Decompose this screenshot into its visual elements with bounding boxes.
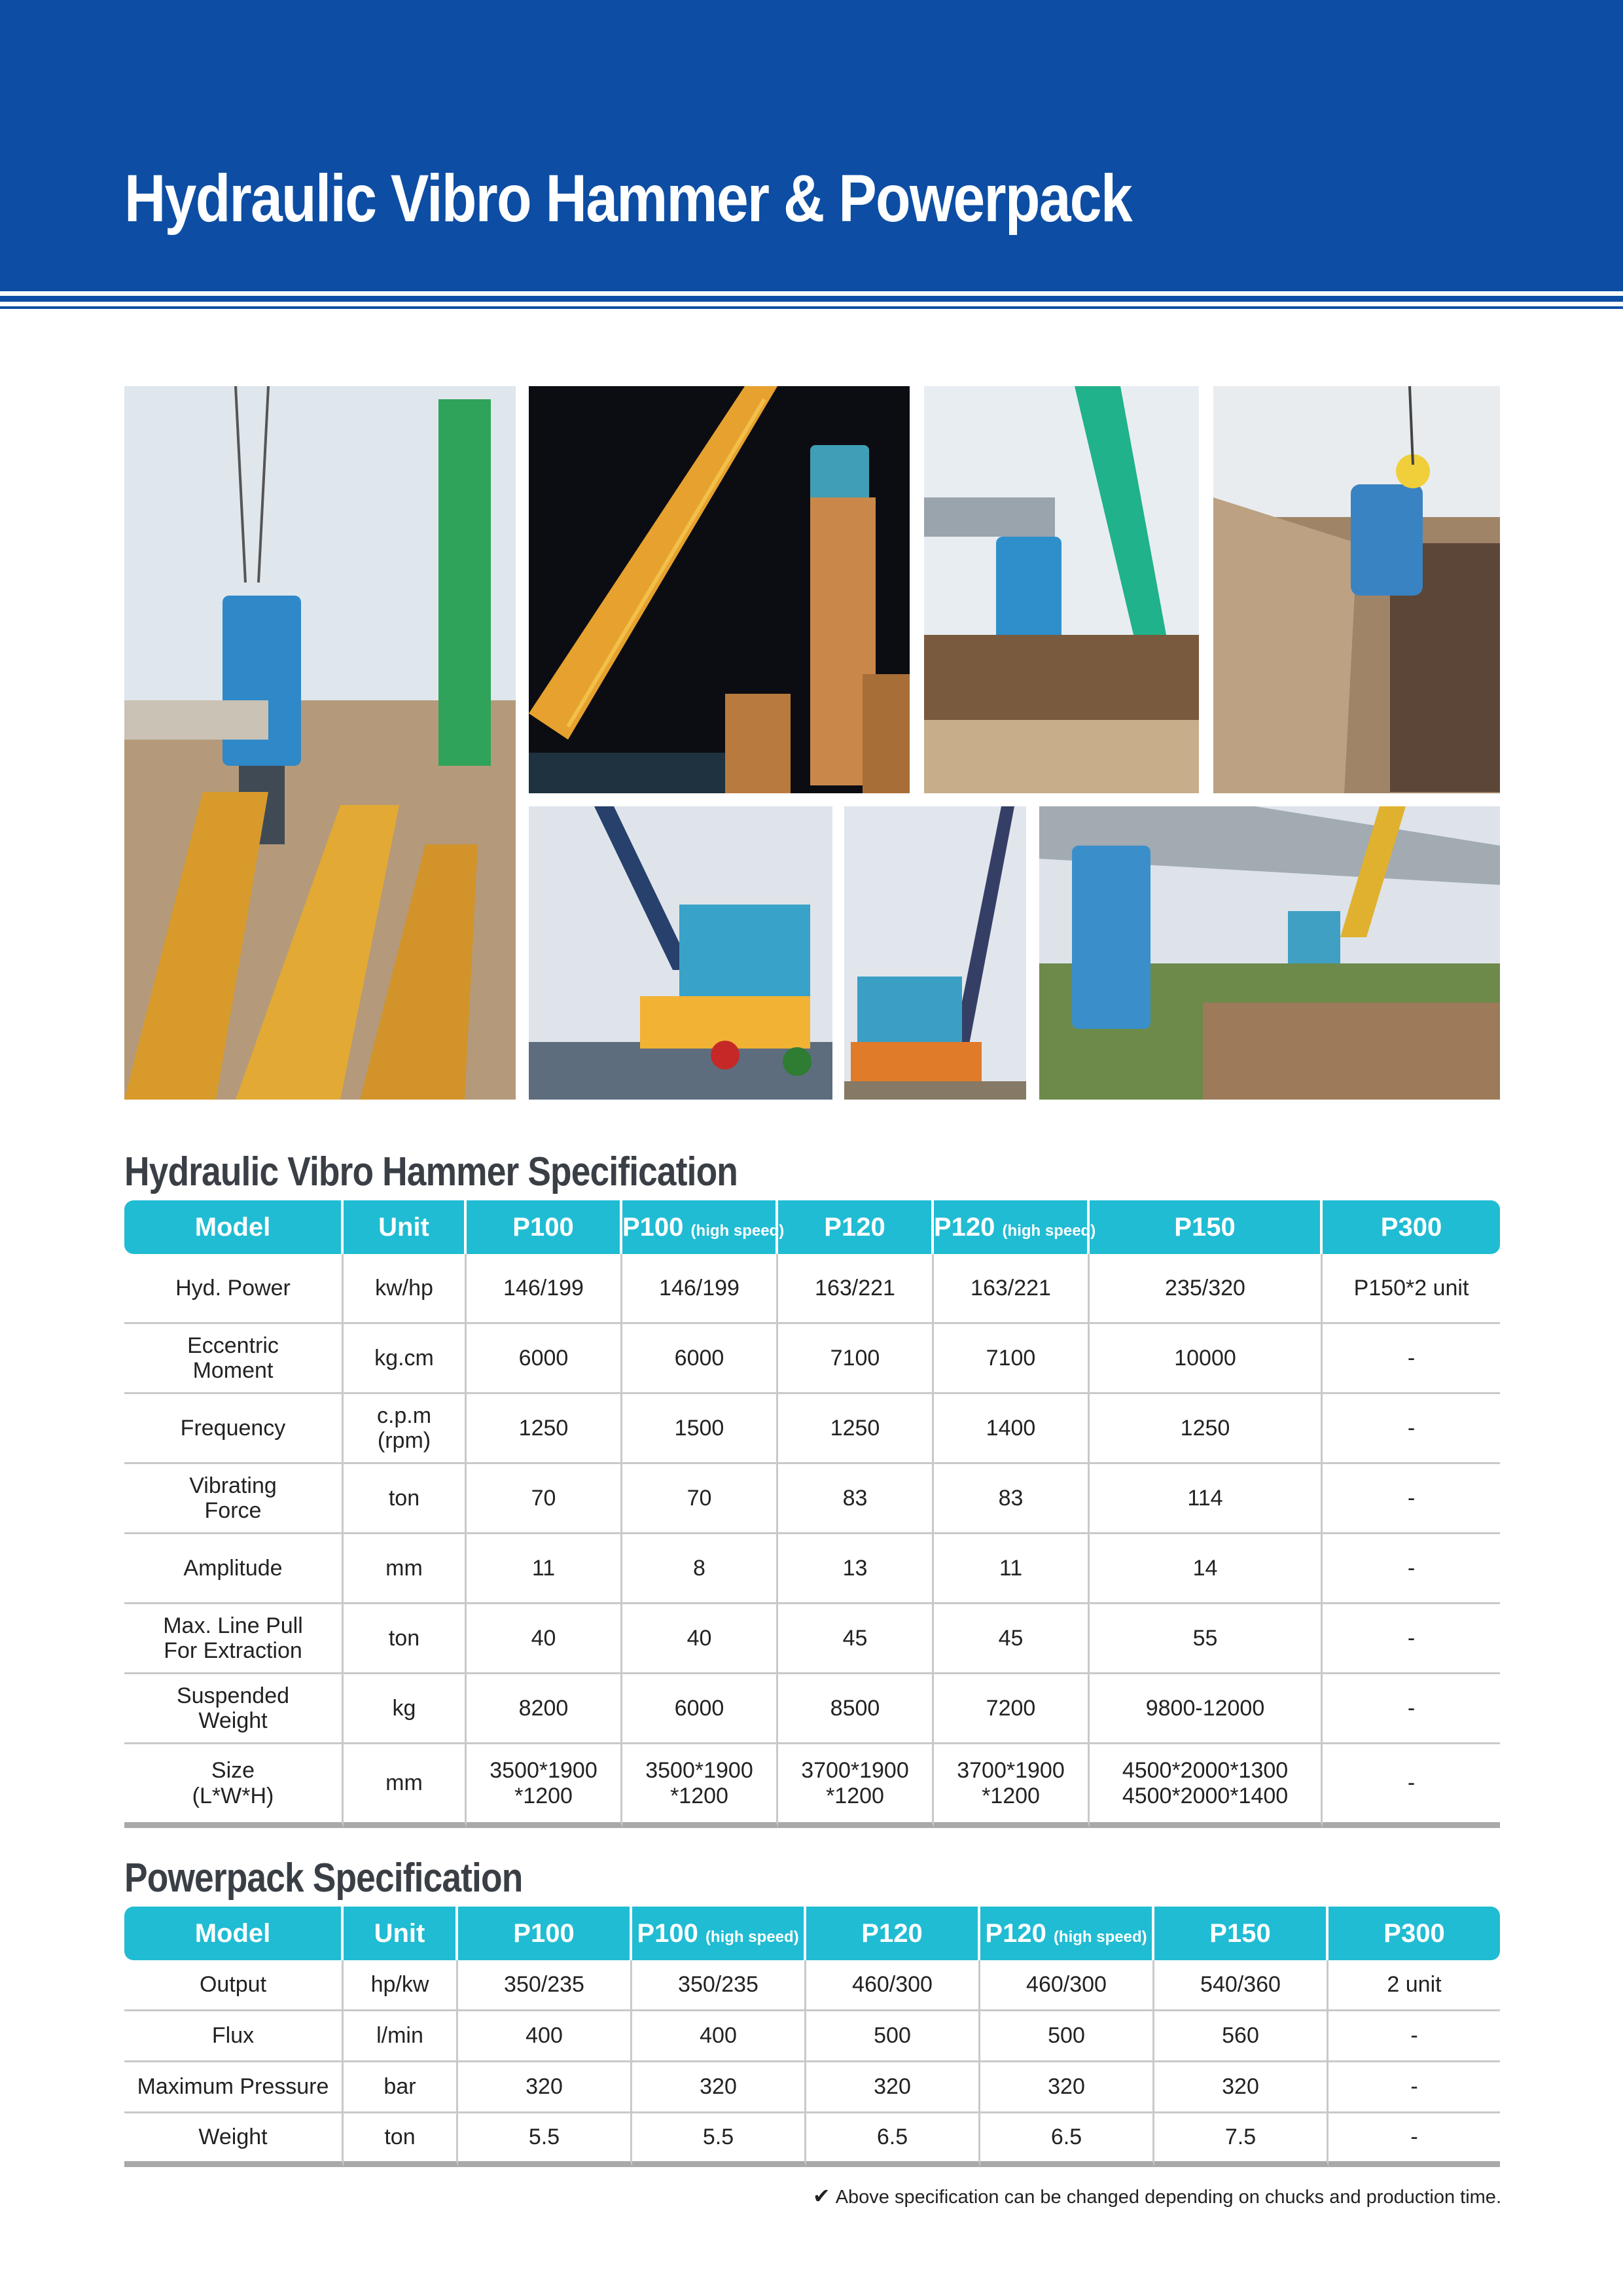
table-cell: - [1329, 2062, 1500, 2113]
model-name: P300 [1383, 1918, 1445, 1948]
row-label: Maximum Pressure [124, 2062, 344, 2113]
model-name: P100 [637, 1918, 698, 1948]
row-label: Vibrating Force [124, 1464, 344, 1534]
table-cell: - [1323, 1604, 1500, 1674]
table-cell: 6000 [622, 1674, 778, 1744]
table-cell: 163/221 [778, 1254, 934, 1324]
header-divider-thin [0, 306, 1623, 309]
photo-bridge-site-hammer [1039, 806, 1500, 1100]
table-cell: 13 [778, 1534, 934, 1604]
table-cell: 1250 [778, 1394, 934, 1464]
row-label: Eccentric Moment [124, 1324, 344, 1394]
row-unit: kw/hp [344, 1254, 467, 1324]
unit-header: Unit [344, 1907, 458, 1960]
powerpack-header-row [124, 1907, 1500, 1960]
model-column-header [934, 1200, 1096, 1254]
hammer-header-row [124, 1200, 1500, 1254]
model-column-header [458, 1907, 632, 1960]
table-cell: 560 [1154, 2011, 1329, 2062]
hammer-spec-table [124, 1200, 1500, 1828]
table-cell: 320 [806, 2062, 980, 2113]
model-column-header [1090, 1200, 1323, 1254]
table-cell: 146/199 [467, 1254, 622, 1324]
table-cell: 500 [980, 2011, 1154, 2062]
table-row [124, 1534, 1500, 1604]
table-cell: - [1323, 1744, 1500, 1828]
table-cell: - [1323, 1324, 1500, 1394]
table-cell: 3500*1900 *1200 [622, 1744, 778, 1828]
model-name: P100 [513, 1918, 575, 1948]
table-cell: 1400 [934, 1394, 1090, 1464]
table-cell: 460/300 [980, 1960, 1154, 2011]
row-unit: ton [344, 1604, 467, 1674]
table-cell: 5.5 [458, 2113, 632, 2167]
model-name: P100 [512, 1212, 574, 1242]
row-label: Hyd. Power [124, 1254, 344, 1324]
model-header: Model [124, 1907, 344, 1960]
table-cell: 4500*2000*1300 4500*2000*1400 [1090, 1744, 1323, 1828]
row-label: Output [124, 1960, 344, 2011]
table-cell: 83 [934, 1464, 1090, 1534]
table-cell: 6000 [622, 1324, 778, 1394]
row-label: Frequency [124, 1394, 344, 1464]
table-cell: - [1323, 1464, 1500, 1534]
table-cell: 7.5 [1154, 2113, 1329, 2167]
row-unit: hp/kw [344, 1960, 458, 2011]
table-row [124, 2062, 1500, 2113]
row-unit: mm [344, 1534, 467, 1604]
row-unit: kg.cm [344, 1324, 467, 1394]
table-cell: - [1329, 2113, 1500, 2167]
model-column-header [1154, 1907, 1329, 1960]
row-label: Amplitude [124, 1534, 344, 1604]
table-cell: 163/221 [934, 1254, 1090, 1324]
table-cell: 8500 [778, 1674, 934, 1744]
row-unit: ton [344, 1464, 467, 1534]
table-cell: 7200 [934, 1674, 1090, 1744]
table-row [124, 1604, 1500, 1674]
row-label: Flux [124, 2011, 344, 2062]
high-speed-label: (high speed) [1053, 1928, 1147, 1946]
row-unit: mm [344, 1744, 467, 1828]
photo-crawler-crane-powerpack [529, 806, 832, 1100]
hammer-spec-title: Hydraulic Vibro Hammer Specification [124, 1149, 738, 1194]
table-cell: 3700*1900 *1200 [934, 1744, 1090, 1828]
unit-header: Unit [344, 1200, 467, 1254]
model-name: P120 [861, 1918, 923, 1948]
check-icon: ✔ [812, 2184, 830, 2208]
table-cell: 70 [467, 1464, 622, 1534]
note-text: Above specification can be changed depending on chucks and production time. [835, 2187, 1501, 2208]
table-cell: 6000 [467, 1324, 622, 1394]
table-cell: 14 [1090, 1534, 1323, 1604]
table-cell: - [1323, 1674, 1500, 1744]
table-cell: 11 [467, 1534, 622, 1604]
row-unit: l/min [344, 2011, 458, 2062]
table-cell: 350/235 [458, 1960, 632, 2011]
table-row [124, 1464, 1500, 1534]
photo-bridge-pile [924, 386, 1199, 793]
table-row [124, 1254, 1500, 1324]
high-speed-label: (high speed) [1002, 1221, 1096, 1240]
table-cell: 11 [934, 1534, 1090, 1604]
model-column-header [467, 1200, 622, 1254]
row-unit: bar [344, 2062, 458, 2113]
table-cell: 1250 [467, 1394, 622, 1464]
table-cell: 6.5 [806, 2113, 980, 2167]
table-cell: 320 [632, 2062, 806, 2113]
photo-night-crane [529, 386, 910, 793]
table-row [124, 1744, 1500, 1828]
table-cell: 500 [806, 2011, 980, 2062]
model-name: P300 [1380, 1212, 1442, 1242]
table-cell: 83 [778, 1464, 934, 1534]
model-column-header [1323, 1200, 1500, 1254]
table-cell: 55 [1090, 1604, 1323, 1674]
model-name: P120 [934, 1212, 995, 1242]
model-name: P150 [1174, 1212, 1236, 1242]
header-divider [0, 296, 1623, 302]
high-speed-label: (high speed) [690, 1221, 785, 1240]
photo-crawler-crane-tall [844, 806, 1026, 1100]
table-cell: 320 [458, 2062, 632, 2113]
row-unit: c.p.m (rpm) [344, 1394, 467, 1464]
table-cell: 6.5 [980, 2113, 1154, 2167]
table-cell: 460/300 [806, 1960, 980, 2011]
table-cell: 114 [1090, 1464, 1323, 1534]
page-title: Hydraulic Vibro Hammer & Powerpack [124, 161, 1132, 236]
row-label: Weight [124, 2113, 344, 2167]
table-cell: 8 [622, 1534, 778, 1604]
model-column-header [632, 1907, 806, 1960]
model-name: P120 [824, 1212, 885, 1242]
table-cell: 540/360 [1154, 1960, 1329, 2011]
table-cell: 10000 [1090, 1324, 1323, 1394]
table-cell: - [1329, 2011, 1500, 2062]
row-unit: kg [344, 1674, 467, 1744]
table-row [124, 2011, 1500, 2062]
table-cell: 70 [622, 1464, 778, 1534]
model-name: P100 [622, 1212, 684, 1242]
table-cell: P150*2 unit [1323, 1254, 1500, 1324]
table-cell: 235/320 [1090, 1254, 1323, 1324]
table-cell: 7100 [778, 1324, 934, 1394]
footer-note [813, 2183, 1501, 2208]
table-cell: 5.5 [632, 2113, 806, 2167]
table-cell: 320 [1154, 2062, 1329, 2113]
model-name: P120 [985, 1918, 1046, 1948]
table-cell: 1500 [622, 1394, 778, 1464]
table-cell: 45 [934, 1604, 1090, 1674]
table-cell: 40 [467, 1604, 622, 1674]
table-cell: 146/199 [622, 1254, 778, 1324]
powerpack-spec-title: Powerpack Specification [124, 1856, 523, 1901]
powerpack-spec-table [124, 1907, 1500, 2167]
model-column-header [1329, 1907, 1500, 1960]
table-row [124, 1324, 1500, 1394]
table-cell: 400 [458, 2011, 632, 2062]
table-cell: 3700*1900 *1200 [778, 1744, 934, 1828]
row-label: Suspended Weight [124, 1674, 344, 1744]
table-cell: 400 [632, 2011, 806, 2062]
table-cell: 8200 [467, 1674, 622, 1744]
row-label: Size (L*W*H) [124, 1744, 344, 1828]
photo-trench-sheet-pile [1213, 386, 1500, 793]
table-cell: 1250 [1090, 1394, 1323, 1464]
table-cell: 7100 [934, 1324, 1090, 1394]
table-cell: - [1323, 1534, 1500, 1604]
model-header: Model [124, 1200, 344, 1254]
high-speed-label: (high speed) [705, 1928, 799, 1946]
row-label: Max. Line Pull For Extraction [124, 1604, 344, 1674]
model-name: P150 [1209, 1918, 1271, 1948]
model-column-header [806, 1907, 980, 1960]
model-column-header [778, 1200, 934, 1254]
row-unit: ton [344, 2113, 458, 2167]
table-cell: 40 [622, 1604, 778, 1674]
table-cell: 3500*1900 *1200 [467, 1744, 622, 1828]
header-banner [0, 0, 1623, 291]
table-cell: 9800-12000 [1090, 1674, 1323, 1744]
model-column-header [980, 1907, 1154, 1960]
photo-sheet-pile-site [124, 386, 516, 1100]
model-column-header [622, 1200, 785, 1254]
table-cell: - [1323, 1394, 1500, 1464]
table-cell: 2 unit [1329, 1960, 1500, 2011]
table-cell: 350/235 [632, 1960, 806, 2011]
table-row [124, 2113, 1500, 2167]
table-row [124, 1674, 1500, 1744]
table-cell: 45 [778, 1604, 934, 1674]
table-row [124, 1960, 1500, 2011]
table-cell: 320 [980, 2062, 1154, 2113]
table-row [124, 1394, 1500, 1464]
